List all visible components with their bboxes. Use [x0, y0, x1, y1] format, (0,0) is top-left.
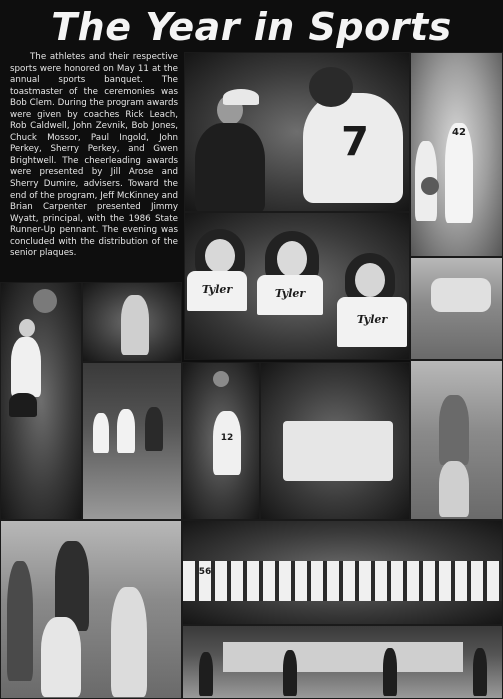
- photo-basketball-layup: [182, 362, 260, 520]
- stands-wall: [223, 642, 463, 672]
- photo-track-team: [0, 520, 182, 699]
- cheer-shirt-text-2: Tyler: [274, 287, 306, 300]
- batter-figure: [439, 395, 469, 465]
- cheer-shirt-text-3: Tyler: [356, 313, 388, 326]
- cap-icon: [223, 89, 259, 105]
- cheerleader-3-face: [355, 263, 385, 297]
- page-title: The Year in Sports: [51, 5, 452, 49]
- photo-banner-run: [260, 362, 410, 520]
- football-jersey-number: 7: [341, 119, 369, 165]
- volleyball-player-2: [445, 123, 473, 223]
- coach-figure: [195, 123, 265, 212]
- cheerleader-stand-1: [199, 652, 213, 696]
- photo-football-field: [82, 362, 182, 520]
- player-b: [117, 409, 135, 453]
- helmet-icon: [309, 67, 353, 107]
- banquet-article: The athletes and their respective sports were honored on May 11 at the annual sports banquet. The toastmaster of the ceremonies was Bob Clem. During the program awards were given by coaches Rick Leach, Rob Caldwell, John Zevnik, Bob Jones, Chuck Mossor, Paul Ingold, John Perkey, Sherry Perkey, and Gwen Brightwell. The cheerleading awards were presented by Jill Arose and Sherry Dumire, advisers. Toward the end of the program, Jeff McKinney and Brian Carpenter presented Jimmy Wyatt, principal, with the 1986 State Runner-Up pennant. The evening was concluded with the distribution of the senior plaques.: [10, 52, 178, 259]
- photo-football-coach-player: [184, 52, 410, 212]
- basketball-ball-icon: [213, 371, 229, 387]
- photo-softball-swing: [410, 360, 503, 520]
- basketball-jersey-number: 12: [220, 433, 234, 443]
- runner-4: [111, 587, 147, 697]
- basketball-icon: [33, 289, 57, 313]
- volleyball-jersey-number: 42: [452, 127, 466, 138]
- cheerleader-stand-2: [283, 650, 297, 696]
- player-a: [93, 413, 109, 453]
- photo-mascot: [82, 282, 182, 362]
- batter-jeans: [439, 461, 469, 517]
- cheerleader-stand-4: [473, 648, 487, 696]
- photo-volleyball: [410, 52, 503, 257]
- mascot-figure: [121, 295, 149, 355]
- stretching-figure: [431, 278, 491, 312]
- player-c: [145, 407, 163, 451]
- cheerleader-2-face: [277, 241, 307, 277]
- runner-3: [41, 617, 81, 697]
- cheerleader-1-shirt: [187, 271, 247, 311]
- cheerleader-stand-3: [383, 648, 397, 696]
- shooter-head: [19, 319, 35, 337]
- cheerleader-2-shirt: [257, 275, 323, 315]
- spirit-banner: [283, 421, 393, 481]
- photo-cheerleaders: [184, 212, 410, 360]
- team-line: [183, 561, 503, 601]
- volleyball-icon: [421, 177, 439, 195]
- photo-cheer-stands: [182, 625, 503, 699]
- runner-1: [7, 561, 33, 681]
- photo-football-sideline: [182, 520, 503, 625]
- photo-basketball-shot: [0, 282, 82, 520]
- shooter-figure: [11, 337, 41, 397]
- shooter-shorts: [9, 393, 37, 417]
- photo-stretching-athlete: [410, 257, 503, 360]
- layup-player: [213, 411, 241, 475]
- cheer-shirt-text-1: Tyler: [201, 283, 233, 296]
- cheerleader-3-shirt: [337, 297, 407, 347]
- cheerleader-1-face: [205, 239, 235, 273]
- track-jersey-number: 56: [198, 567, 212, 577]
